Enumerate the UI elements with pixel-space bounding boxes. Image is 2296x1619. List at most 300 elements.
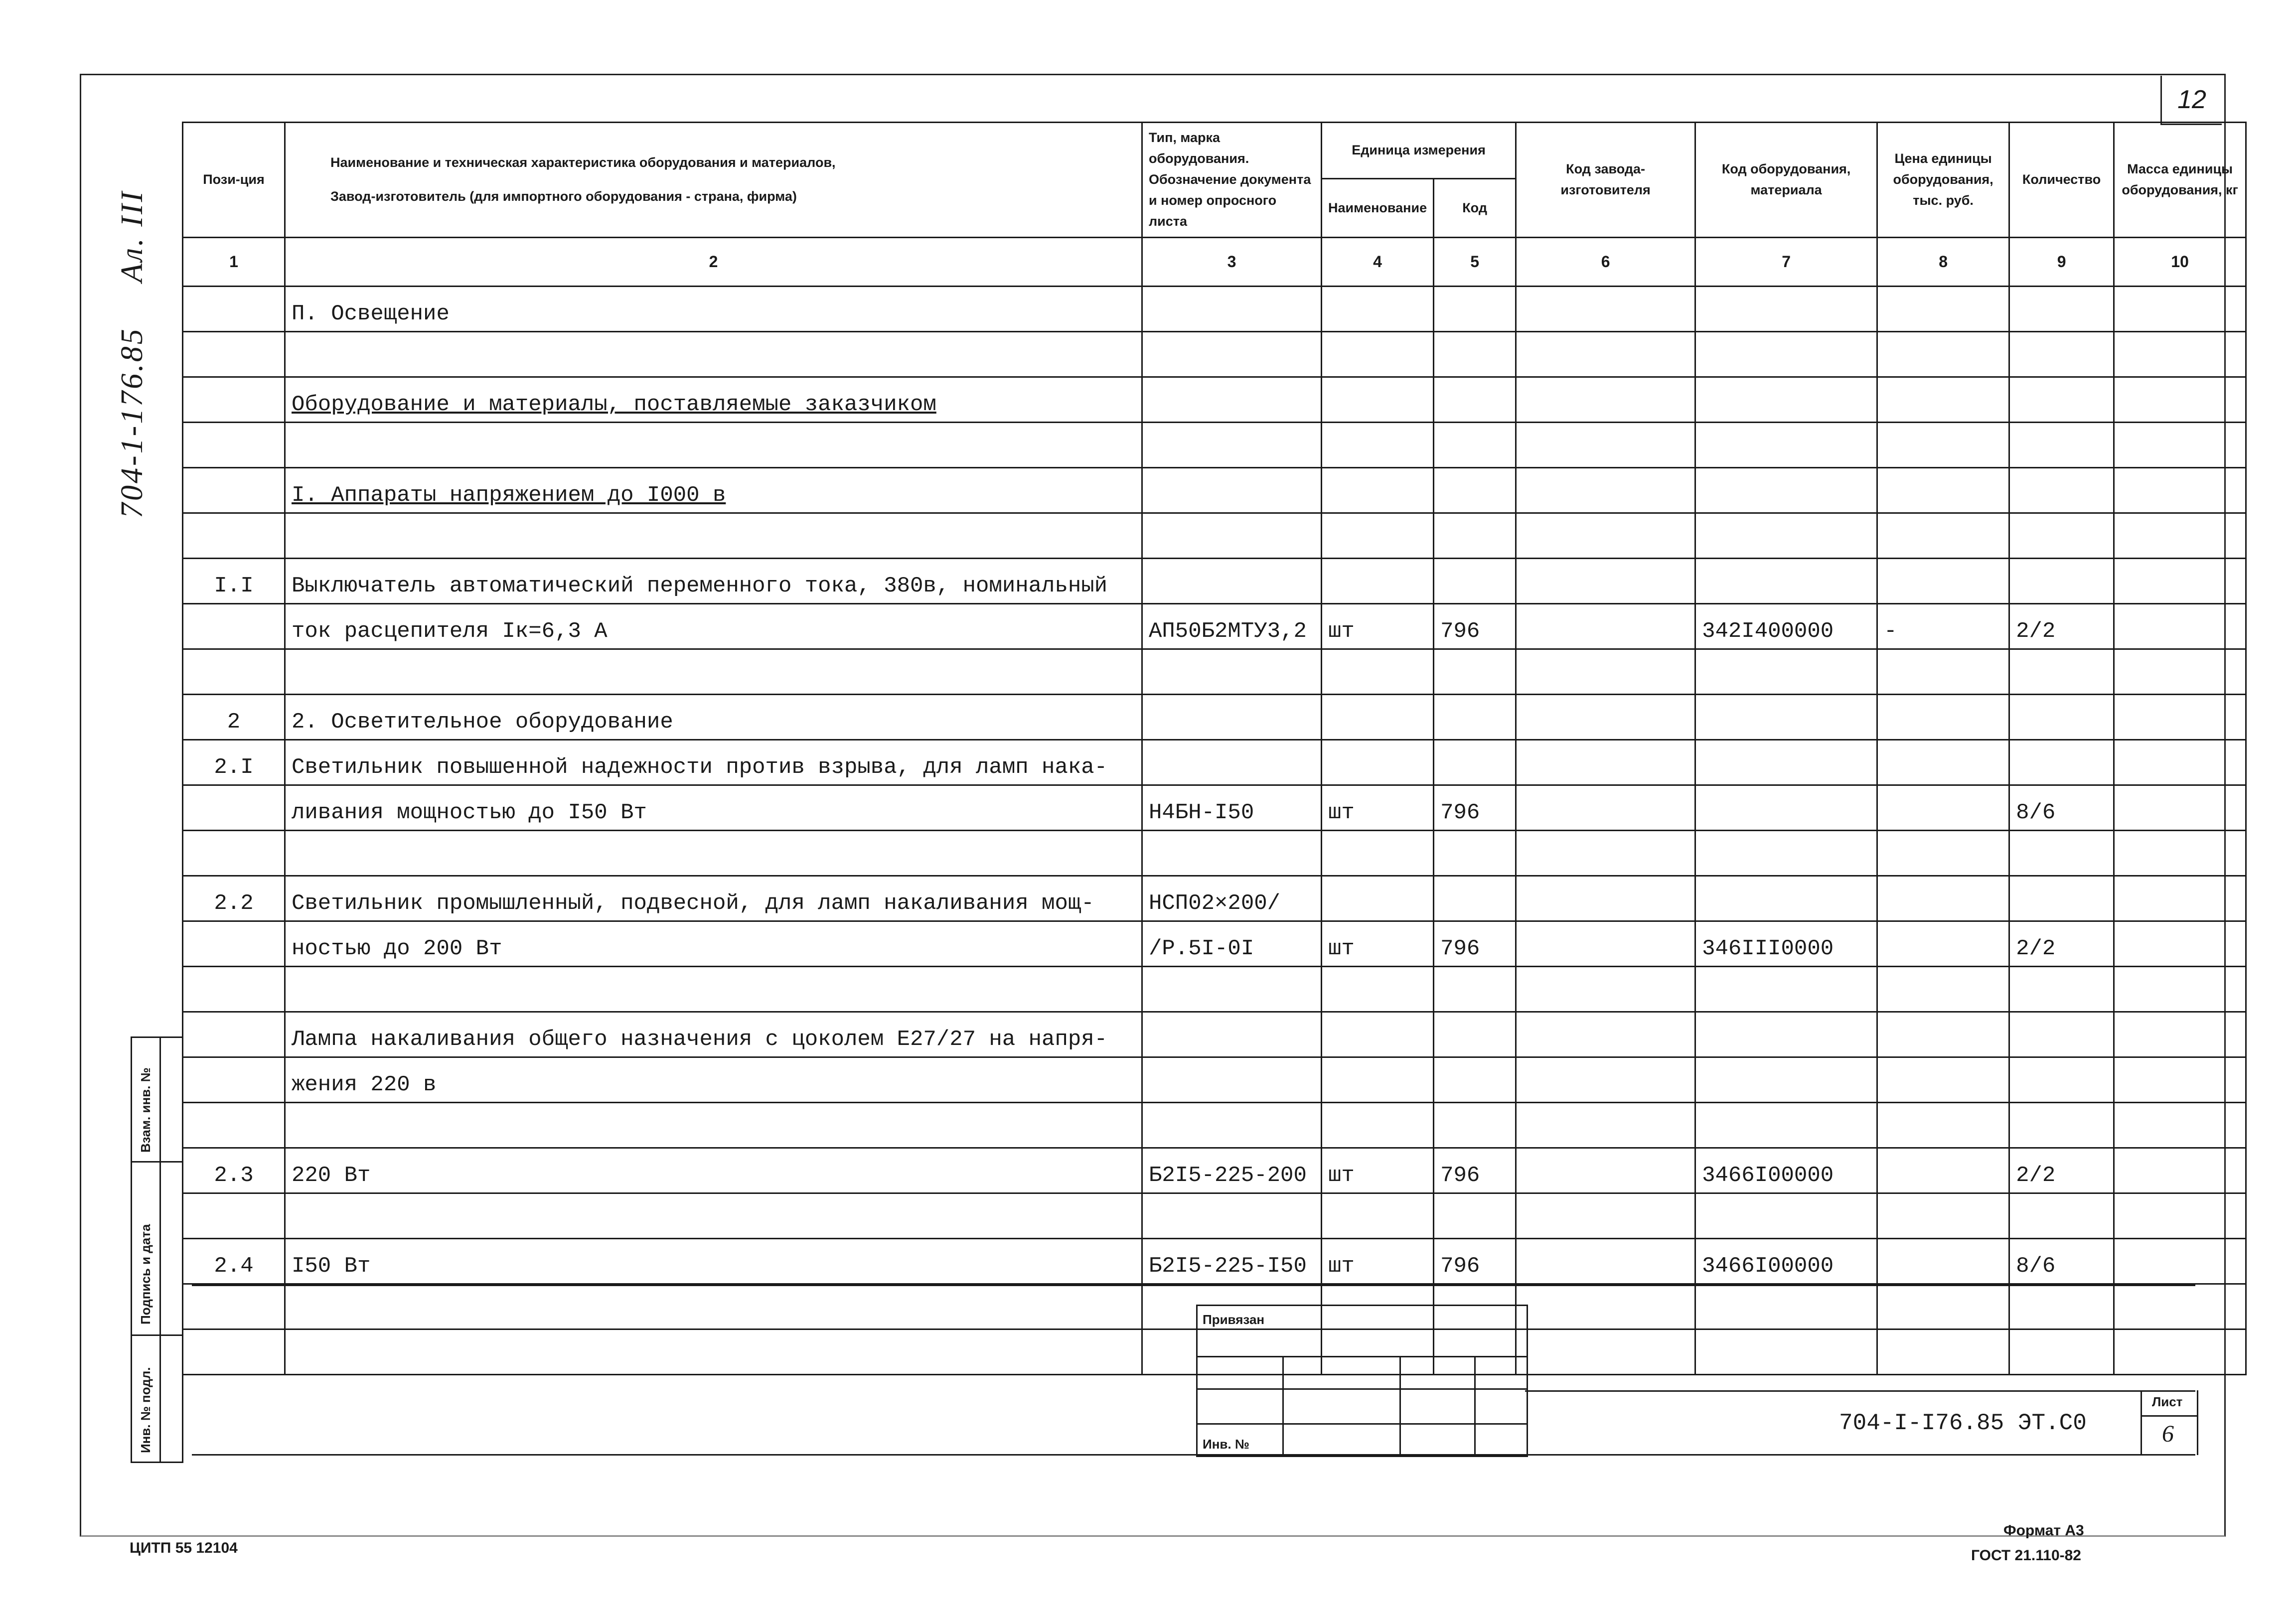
cell-empty: [2114, 604, 2246, 649]
cell-empty: [1516, 1012, 1695, 1057]
cell-c2: [285, 1284, 1142, 1329]
stamp-vzam-label: Взам. инв. №: [138, 1067, 153, 1153]
cell-empty: [2114, 876, 2246, 921]
header-quantity: Количество: [2009, 123, 2114, 238]
cell-c5: [1434, 967, 1516, 1012]
page-number: 12: [2160, 76, 2222, 125]
cell-c8: -: [1877, 604, 2009, 649]
cell-empty: [2114, 1193, 2246, 1239]
bound-line: [1198, 1388, 1527, 1390]
cell-c3: /Р.5I-0I: [1142, 921, 1322, 967]
cell-c4: [1322, 967, 1434, 1012]
cell-empty: [2114, 332, 2246, 377]
header-factory-code: Код завода-изготовителя: [1516, 123, 1695, 238]
cell-c5: [1434, 1012, 1516, 1057]
cell-empty: [1516, 1284, 1695, 1329]
column-number: 4: [1322, 238, 1434, 287]
cell-c3: Н4БН-I50: [1142, 785, 1322, 831]
cell-c4: [1322, 740, 1434, 785]
cell-c4: шт: [1322, 604, 1434, 649]
cell-c1: 2: [183, 695, 285, 740]
cell-c7: [1695, 559, 1877, 604]
cell-c7: [1695, 695, 1877, 740]
cell-empty: [1516, 785, 1695, 831]
cell-c7: [1695, 1012, 1877, 1057]
cell-c1: I.I: [183, 559, 285, 604]
bound-line: [1198, 1423, 1527, 1425]
cell-empty: [2114, 513, 2246, 559]
cell-empty: [1516, 831, 1695, 876]
cell-empty: [2114, 559, 2246, 604]
cell-c3: НСП02×200/: [1142, 876, 1322, 921]
cell-c2: [285, 649, 1142, 695]
cell-c3: [1142, 831, 1322, 876]
cell-c4: шт: [1322, 921, 1434, 967]
title-block-bottom: [192, 1454, 2195, 1456]
cell-c9: [2009, 1193, 2114, 1239]
cell-c2: Выключатель автоматический переменного тока, 380в, номинальный: [285, 559, 1142, 604]
cell-empty: [1516, 1329, 1695, 1375]
cell-c9: [2009, 559, 2114, 604]
cell-c9: 2/2: [2009, 1148, 2114, 1193]
cell-c8: [1877, 423, 2009, 468]
cell-c9: [2009, 831, 2114, 876]
cell-empty: [1516, 740, 1695, 785]
cell-c8: [1877, 967, 2009, 1012]
cell-c5: 796: [1434, 785, 1516, 831]
cell-c3: [1142, 513, 1322, 559]
cell-empty: [2114, 468, 2246, 513]
cell-empty: [1516, 967, 1695, 1012]
cell-empty: [2114, 785, 2246, 831]
cell-empty: [2114, 1012, 2246, 1057]
cell-empty: [1516, 921, 1695, 967]
table-row: [183, 1193, 2246, 1239]
cell-c7: [1695, 1103, 1877, 1148]
cell-c9: [2009, 468, 2114, 513]
cell-c4: [1322, 513, 1434, 559]
cell-c1: [183, 1193, 285, 1239]
cell-c8: [1877, 1329, 2009, 1375]
side-document-code: [115, 190, 150, 518]
cell-c5: [1434, 876, 1516, 921]
cell-c3: [1142, 468, 1322, 513]
cell-c8: [1877, 1103, 2009, 1148]
table-row: [183, 377, 2246, 423]
header-name: [285, 123, 1142, 238]
cell-c2: I. Аппараты напряжением до I000 в: [285, 468, 1142, 513]
table-row: [183, 287, 2246, 332]
cell-c3: [1142, 1193, 1322, 1239]
cell-c5: [1434, 513, 1516, 559]
cell-c2: 2. Осветительное оборудование: [285, 695, 1142, 740]
cell-c3: [1142, 377, 1322, 423]
cell-c5: 796: [1434, 1239, 1516, 1284]
cell-empty: [1516, 513, 1695, 559]
cell-c8: [1877, 649, 2009, 695]
cell-c3: [1142, 332, 1322, 377]
table-row: [183, 604, 2246, 649]
cell-c2: Светильник повышенной надежности против взрыва, для ламп нака-: [285, 740, 1142, 785]
bound-stamp: [1196, 1305, 1528, 1457]
table-row: [183, 1012, 2246, 1057]
bound-vline: [1282, 1356, 1284, 1456]
cell-empty: [1516, 423, 1695, 468]
cell-empty: [1516, 1148, 1695, 1193]
cell-c4: шт: [1322, 785, 1434, 831]
cell-c8: [1877, 1193, 2009, 1239]
stamp-inv-label: Инв. № подл.: [138, 1367, 153, 1453]
cell-c5: [1434, 1057, 1516, 1103]
side-sheet-text: Ал. III: [115, 189, 149, 283]
column-number: 2: [285, 238, 1142, 287]
cell-c9: [2009, 649, 2114, 695]
header-position: Пози-ция: [183, 123, 285, 238]
cell-c1: [183, 287, 285, 332]
table-row: [183, 1148, 2246, 1193]
cell-empty: [2114, 831, 2246, 876]
cell-empty: [1516, 1103, 1695, 1148]
cell-empty: [1516, 604, 1695, 649]
cell-c3: [1142, 740, 1322, 785]
column-number: 5: [1434, 238, 1516, 287]
cell-c2: [285, 967, 1142, 1012]
cell-c9: [2009, 695, 2114, 740]
cell-c8: [1877, 377, 2009, 423]
cell-c4: [1322, 876, 1434, 921]
cell-c1: 2.I: [183, 740, 285, 785]
cell-empty: [1516, 876, 1695, 921]
footer-format: Формат А3: [2003, 1522, 2084, 1539]
table-row: [183, 785, 2246, 831]
cell-empty: [1516, 695, 1695, 740]
cell-c4: [1322, 1057, 1434, 1103]
cell-c9: [2009, 1284, 2114, 1329]
cell-c1: [183, 649, 285, 695]
stamp-cell-inv: [132, 1336, 182, 1461]
bound-inv: Инв. №: [1203, 1437, 1249, 1452]
cell-c4: [1322, 423, 1434, 468]
cell-c2: [285, 332, 1142, 377]
header-mass: Масса единицы оборудования, кг: [2114, 123, 2246, 238]
cell-c7: [1695, 287, 1877, 332]
cell-c2: [285, 1193, 1142, 1239]
cell-c1: 2.3: [183, 1148, 285, 1193]
cell-c9: [2009, 332, 2114, 377]
table-row: [183, 649, 2246, 695]
table-row: [183, 513, 2246, 559]
cell-c5: 796: [1434, 921, 1516, 967]
cell-empty: [2114, 921, 2246, 967]
cell-c1: [183, 967, 285, 1012]
cell-c8: [1877, 513, 2009, 559]
cell-c9: [2009, 1103, 2114, 1148]
document-code: 704-I-I76.85 ЭТ.С0: [1839, 1410, 2087, 1436]
table-row: [183, 423, 2246, 468]
cell-c3: [1142, 967, 1322, 1012]
cell-c7: [1695, 423, 1877, 468]
cell-c4: [1322, 468, 1434, 513]
table-row: [183, 468, 2246, 513]
cell-c5: [1434, 377, 1516, 423]
cell-c1: [183, 1012, 285, 1057]
footer-code: ЦИТП 55 12104: [130, 1540, 238, 1556]
cell-c7: [1695, 332, 1877, 377]
table-row: [183, 921, 2246, 967]
cell-empty: [2114, 740, 2246, 785]
cell-empty: [2114, 423, 2246, 468]
cell-c2: ностью до 200 Вт: [285, 921, 1142, 967]
cell-c4: [1322, 1103, 1434, 1148]
cell-c3: [1142, 559, 1322, 604]
cell-c9: 8/6: [2009, 785, 2114, 831]
cell-c8: [1877, 1284, 2009, 1329]
cell-c5: 796: [1434, 1148, 1516, 1193]
cell-c7: [1695, 1329, 1877, 1375]
cell-c9: [2009, 1057, 2114, 1103]
cell-c2: Светильник промышленный, подвесной, для ламп накаливания мощ-: [285, 876, 1142, 921]
column-number: 10: [2114, 238, 2246, 287]
cell-c2: I50 Вт: [285, 1239, 1142, 1284]
cell-c8: [1877, 332, 2009, 377]
cell-empty: [2114, 377, 2246, 423]
cell-c5: [1434, 423, 1516, 468]
side-code-text: 704-1-176.85: [115, 327, 149, 518]
cell-c8: [1877, 1148, 2009, 1193]
table-row: [183, 695, 2246, 740]
cell-c7: [1695, 967, 1877, 1012]
cell-empty: [2114, 1239, 2246, 1284]
table-row: [183, 332, 2246, 377]
cell-c7: [1695, 1284, 1877, 1329]
cell-c8: [1877, 831, 2009, 876]
cell-c3: [1142, 423, 1322, 468]
cell-empty: [2114, 649, 2246, 695]
cell-c3: АП50Б2МТУ3,2: [1142, 604, 1322, 649]
cell-c1: [183, 831, 285, 876]
cell-c3: [1142, 1057, 1322, 1103]
bound-vline: [1474, 1356, 1476, 1456]
cell-c8: [1877, 1012, 2009, 1057]
cell-c9: 8/6: [2009, 1239, 2114, 1284]
sheet-separator: [2142, 1415, 2197, 1417]
cell-c8: [1877, 740, 2009, 785]
cell-c1: [183, 1284, 285, 1329]
cell-c7: [1695, 831, 1877, 876]
sheet-value: 6: [2162, 1421, 2174, 1447]
table-row: [183, 831, 2246, 876]
stamp-cell-podpis: [132, 1163, 182, 1336]
cell-c9: 2/2: [2009, 921, 2114, 967]
cell-empty: [2114, 1103, 2246, 1148]
cell-empty: [1516, 649, 1695, 695]
header-price: Цена единицы оборудования, тыс. руб.: [1877, 123, 2009, 238]
cell-c8: [1877, 1239, 2009, 1284]
cell-c8: [1877, 921, 2009, 967]
cell-c5: [1434, 695, 1516, 740]
cell-empty: [1516, 1193, 1695, 1239]
table-row: [183, 559, 2246, 604]
header-unit: Единица измерения: [1322, 123, 1516, 179]
cell-c7: [1695, 1057, 1877, 1103]
cell-c2: жения 220 в: [285, 1057, 1142, 1103]
header-name-line2: Завод-изготовитель (для импортного оборудования - страна, фирма): [330, 189, 797, 204]
footer-gost: ГОСТ 21.110-82: [1971, 1547, 2081, 1564]
cell-c5: [1434, 1193, 1516, 1239]
cell-empty: [2114, 1284, 2246, 1329]
cell-c2: [285, 423, 1142, 468]
cell-c3: [1142, 1012, 1322, 1057]
cell-c5: [1434, 468, 1516, 513]
cell-c1: 2.4: [183, 1239, 285, 1284]
cell-c1: [183, 513, 285, 559]
cell-c1: 2.2: [183, 876, 285, 921]
cell-c4: [1322, 1193, 1434, 1239]
cell-c1: [183, 423, 285, 468]
cell-c7: [1695, 1193, 1877, 1239]
cell-c9: [2009, 1012, 2114, 1057]
column-number: 7: [1695, 238, 1877, 287]
cell-c2: 220 Вт: [285, 1148, 1142, 1193]
cell-c4: шт: [1322, 1148, 1434, 1193]
bound-vline: [1399, 1356, 1401, 1456]
table-row: [183, 740, 2246, 785]
cell-c2: ливания мощностью до I50 Вт: [285, 785, 1142, 831]
cell-c1: [183, 785, 285, 831]
cell-empty: [2114, 695, 2246, 740]
cell-c4: [1322, 377, 1434, 423]
cell-c9: [2009, 967, 2114, 1012]
cell-c7: [1695, 740, 1877, 785]
cell-c4: [1322, 695, 1434, 740]
cell-empty: [1516, 1239, 1695, 1284]
cell-c3: [1142, 695, 1322, 740]
cell-c1: [183, 1057, 285, 1103]
cell-c7: 346III0000: [1695, 921, 1877, 967]
cell-empty: [2114, 1148, 2246, 1193]
cell-c9: [2009, 513, 2114, 559]
cell-c4: [1322, 1012, 1434, 1057]
cell-empty: [1516, 468, 1695, 513]
cell-c1: [183, 468, 285, 513]
cell-empty: [1516, 559, 1695, 604]
cell-empty: [2114, 967, 2246, 1012]
cell-c8: [1877, 468, 2009, 513]
cell-c9: [2009, 377, 2114, 423]
bound-line: [1198, 1356, 1527, 1357]
column-number: 9: [2009, 238, 2114, 287]
cell-c3: [1142, 1103, 1322, 1148]
header-unit-name: Наименование: [1322, 179, 1434, 238]
cell-c2: [285, 513, 1142, 559]
stamp-podpis-label: Подпись и дата: [138, 1224, 153, 1325]
table-row: [183, 1239, 2246, 1284]
title-block-line: [1525, 1390, 2195, 1392]
cell-c5: 796: [1434, 604, 1516, 649]
cell-c9: [2009, 423, 2114, 468]
cell-c9: [2009, 1329, 2114, 1375]
cell-c4: [1322, 332, 1434, 377]
cell-c1: [183, 604, 285, 649]
cell-empty: [1516, 377, 1695, 423]
cell-c3: [1142, 649, 1322, 695]
cell-c7: [1695, 876, 1877, 921]
cell-c7: [1695, 468, 1877, 513]
cell-empty: [1516, 1057, 1695, 1103]
table-row: [183, 1057, 2246, 1103]
cell-c8: [1877, 559, 2009, 604]
cell-c2: [285, 1103, 1142, 1148]
cell-c5: [1434, 649, 1516, 695]
cell-c7: 342I400000: [1695, 604, 1877, 649]
specification-table: [182, 122, 2247, 1375]
sheet-box: [2141, 1390, 2198, 1455]
cell-c5: [1434, 1103, 1516, 1148]
cell-c2: Лампа накаливания общего назначения с цоколем Е27/27 на напря-: [285, 1012, 1142, 1057]
cell-empty: [1516, 287, 1695, 332]
cell-c4: [1322, 559, 1434, 604]
cell-c7: 3466I00000: [1695, 1239, 1877, 1284]
cell-c1: [183, 1103, 285, 1148]
column-number: 8: [1877, 238, 2009, 287]
cell-c5: [1434, 740, 1516, 785]
cell-c2: Оборудование и материалы, поставляемые заказчиком: [285, 377, 1142, 423]
sheet-label: Лист: [2152, 1394, 2183, 1409]
table-row: [183, 967, 2246, 1012]
cell-c8: [1877, 695, 2009, 740]
table-row: [183, 876, 2246, 921]
cell-c3: [1142, 287, 1322, 332]
column-number: 6: [1516, 238, 1695, 287]
cell-c4: [1322, 831, 1434, 876]
column-number: 3: [1142, 238, 1322, 287]
header-name-line1: Наименование и техническая характеристика оборудования и материалов,: [330, 155, 836, 170]
cell-c1: [183, 377, 285, 423]
cell-c2: П. Освещение: [285, 287, 1142, 332]
cell-empty: [1516, 332, 1695, 377]
cell-c2: [285, 831, 1142, 876]
cell-c7: [1695, 785, 1877, 831]
cell-c5: [1434, 287, 1516, 332]
cell-c8: [1877, 876, 2009, 921]
cell-c8: [1877, 287, 2009, 332]
cell-c7: [1695, 649, 1877, 695]
cell-c7: 3466I00000: [1695, 1148, 1877, 1193]
cell-c2: ток расцепителя Iк=6,3 А: [285, 604, 1142, 649]
cell-c3: Б2I5-225-200: [1142, 1148, 1322, 1193]
cell-c5: [1434, 332, 1516, 377]
cell-c9: [2009, 740, 2114, 785]
cell-c7: [1695, 377, 1877, 423]
cell-c1: [183, 1329, 285, 1375]
cell-c4: [1322, 287, 1434, 332]
cell-c9: [2009, 287, 2114, 332]
header-type: Тип, марка оборудования. Обозначение документа и номер опросного листа: [1142, 123, 1322, 238]
table-bottom-line: [192, 1285, 2195, 1286]
cell-c9: [2009, 876, 2114, 921]
cell-c3: Б2I5-225-I50: [1142, 1239, 1322, 1284]
header-unit-code: Код: [1434, 179, 1516, 238]
cell-c7: [1695, 513, 1877, 559]
side-stamp: [131, 1036, 183, 1463]
cell-c9: 2/2: [2009, 604, 2114, 649]
cell-empty: [2114, 1329, 2246, 1375]
cell-c1: [183, 921, 285, 967]
stamp-cell-vzam: [132, 1038, 182, 1163]
bound-title: Привязан: [1203, 1312, 1265, 1327]
cell-c8: [1877, 785, 2009, 831]
cell-c8: [1877, 1057, 2009, 1103]
